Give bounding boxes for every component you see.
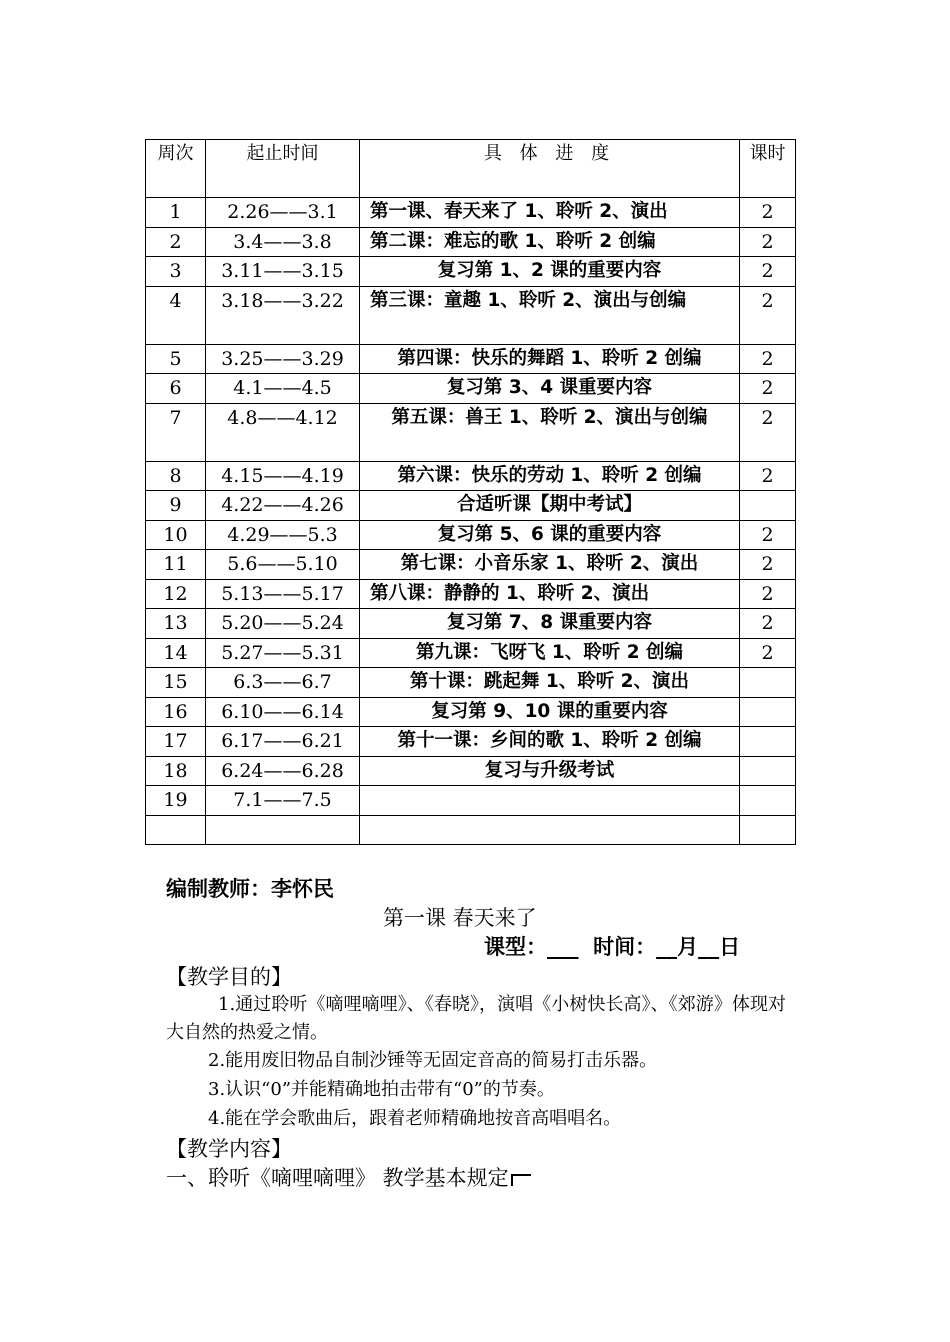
cell-week xyxy=(146,815,206,845)
table-row xyxy=(146,520,796,550)
table-header-row xyxy=(146,140,796,198)
table-row xyxy=(146,227,796,257)
table-row xyxy=(146,609,796,639)
cell-week: 10 xyxy=(146,520,206,550)
cell-hours: 2 xyxy=(740,286,796,344)
cell-week: 17 xyxy=(146,727,206,757)
cell-progress: 第二课：难忘的歌 1、聆听 2 创编 xyxy=(360,227,740,257)
schedule-table xyxy=(145,139,796,845)
table-row xyxy=(146,286,796,344)
cell-progress: 复习与升级考试 xyxy=(360,756,740,786)
header-week: 周次 xyxy=(146,140,206,198)
cell-week: 7 xyxy=(146,403,206,461)
cell-dates: 3.25——3.29 xyxy=(206,344,360,374)
cell-progress: 第五课：兽王 1、聆听 2、演出与创编 xyxy=(360,403,740,461)
cell-hours xyxy=(740,491,796,521)
content-line-text: 一、聆听《嘀哩嘀哩》 教学基本规定 xyxy=(166,1166,509,1190)
goal-item: 3.认识“0”并能精确地拍击带有“0”的节奏。 xyxy=(208,1079,555,1100)
cell-dates: 3.18——3.22 xyxy=(206,286,360,344)
cell-week: 13 xyxy=(146,609,206,639)
table-row xyxy=(146,579,796,609)
cell-week: 1 xyxy=(146,198,206,228)
table-row xyxy=(146,786,796,816)
lesson-title: 第一课 春天来了 xyxy=(383,906,537,930)
cell-dates xyxy=(206,815,360,845)
cell-week: 11 xyxy=(146,550,206,580)
cell-progress: 复习第 3、4 课重要内容 xyxy=(360,374,740,404)
cell-progress: 第十一课：乡间的歌 1、聆听 2 创编 xyxy=(360,727,740,757)
cell-dates: 5.13——5.17 xyxy=(206,579,360,609)
cell-week: 2 xyxy=(146,227,206,257)
cell-dates: 3.11——3.15 xyxy=(206,257,360,287)
cell-hours: 2 xyxy=(740,198,796,228)
cell-dates: 5.27——5.31 xyxy=(206,638,360,668)
table-row xyxy=(146,668,796,698)
cell-hours: 2 xyxy=(740,344,796,374)
header-dates: 起止时间 xyxy=(206,140,360,198)
table-row xyxy=(146,697,796,727)
cell-dates: 4.29——5.3 xyxy=(206,520,360,550)
cell-dates: 6.17——6.21 xyxy=(206,727,360,757)
header-hours: 课时 xyxy=(740,140,796,198)
cell-week: 9 xyxy=(146,491,206,521)
table-row xyxy=(146,374,796,404)
cell-dates: 6.24——6.28 xyxy=(206,756,360,786)
cell-hours: 2 xyxy=(740,403,796,461)
cell-progress: 第一课、春天来了 1、聆听 2、演出 xyxy=(360,198,740,228)
cell-hours: 2 xyxy=(740,579,796,609)
cell-dates: 3.4——3.8 xyxy=(206,227,360,257)
cell-dates: 4.1——4.5 xyxy=(206,374,360,404)
table-row xyxy=(146,727,796,757)
text-cursor-mark xyxy=(511,1174,531,1186)
content-heading: 【教学内容】 xyxy=(166,1137,292,1161)
cell-hours xyxy=(740,697,796,727)
cell-dates: 4.8——4.12 xyxy=(206,403,360,461)
cell-hours xyxy=(740,786,796,816)
cell-week: 19 xyxy=(146,786,206,816)
goals-heading: 【教学目的】 xyxy=(166,965,292,989)
cell-week: 6 xyxy=(146,374,206,404)
cell-progress: 复习第 7、8 课重要内容 xyxy=(360,609,740,639)
table-row xyxy=(146,461,796,491)
goal-item: 2.能用废旧物品自制沙锤等无固定音高的简易打击乐器。 xyxy=(208,1050,658,1071)
cell-week: 15 xyxy=(146,668,206,698)
cell-progress: 第六课：快乐的劳动 1、聆听 2 创编 xyxy=(360,461,740,491)
cell-week: 5 xyxy=(146,344,206,374)
table-row xyxy=(146,257,796,287)
header-progress: 具 体 进 度 xyxy=(360,140,740,198)
table-row xyxy=(146,638,796,668)
cell-hours: 2 xyxy=(740,257,796,287)
cell-hours: 2 xyxy=(740,550,796,580)
cell-hours: 2 xyxy=(740,374,796,404)
cell-dates: 7.1——7.5 xyxy=(206,786,360,816)
goal-item: 1.通过聆听《嘀哩嘀哩》、《春晓》，演唱《小树快长高》、《郊游》体现对大自然的热爱之情。 xyxy=(166,994,786,1043)
cell-hours xyxy=(740,815,796,845)
cell-progress: 第十课：跳起舞 1、聆听 2、演出 xyxy=(360,668,740,698)
table-row xyxy=(146,756,796,786)
table-row xyxy=(146,198,796,228)
cell-progress: 第三课：童趣 1、聆听 2、演出与创编 xyxy=(360,286,740,344)
cell-week: 3 xyxy=(146,257,206,287)
cell-week: 8 xyxy=(146,461,206,491)
cell-progress: 复习第 9、10 课的重要内容 xyxy=(360,697,740,727)
cell-dates: 5.6——5.10 xyxy=(206,550,360,580)
table-row xyxy=(146,815,796,845)
table-row xyxy=(146,550,796,580)
cell-hours: 2 xyxy=(740,461,796,491)
table-row xyxy=(146,491,796,521)
cell-progress: 第九课：飞呀飞 1、聆听 2 创编 xyxy=(360,638,740,668)
cell-progress: 第七课：小音乐家 1、聆听 2、演出 xyxy=(360,550,740,580)
cell-hours: 2 xyxy=(740,520,796,550)
cell-week: 14 xyxy=(146,638,206,668)
cell-progress xyxy=(360,815,740,845)
cell-hours xyxy=(740,668,796,698)
cell-hours xyxy=(740,727,796,757)
cell-dates: 5.20——5.24 xyxy=(206,609,360,639)
cell-dates: 6.10——6.14 xyxy=(206,697,360,727)
cell-hours: 2 xyxy=(740,227,796,257)
cell-dates: 4.22——4.26 xyxy=(206,491,360,521)
cell-hours: 2 xyxy=(740,609,796,639)
teacher-line: 编制教师：李怀民 xyxy=(166,877,334,901)
cell-week: 16 xyxy=(146,697,206,727)
cell-dates: 4.15——4.19 xyxy=(206,461,360,491)
cell-dates: 6.3——6.7 xyxy=(206,668,360,698)
cell-week: 4 xyxy=(146,286,206,344)
lesson-meta: 课型：___ 时间：__月__日 xyxy=(484,935,741,959)
table-row xyxy=(146,344,796,374)
cell-week: 12 xyxy=(146,579,206,609)
cell-hours xyxy=(740,756,796,786)
cell-week: 18 xyxy=(146,756,206,786)
cell-dates: 2.26——3.1 xyxy=(206,198,360,228)
cell-progress: 第八课：静静的 1、聆听 2、演出 xyxy=(360,579,740,609)
cell-hours: 2 xyxy=(740,638,796,668)
goal-item: 4.能在学会歌曲后，跟着老师精确地按音高唱唱名。 xyxy=(208,1108,622,1129)
cell-progress xyxy=(360,786,740,816)
cell-progress: 复习第 5、6 课的重要内容 xyxy=(360,520,740,550)
content-line xyxy=(166,1162,531,1192)
cell-progress: 合适听课【期中考试】 xyxy=(360,491,740,521)
table-row xyxy=(146,403,796,461)
cell-progress: 第四课：快乐的舞蹈 1、聆听 2 创编 xyxy=(360,344,740,374)
cell-progress: 复习第 1、2 课的重要内容 xyxy=(360,257,740,287)
